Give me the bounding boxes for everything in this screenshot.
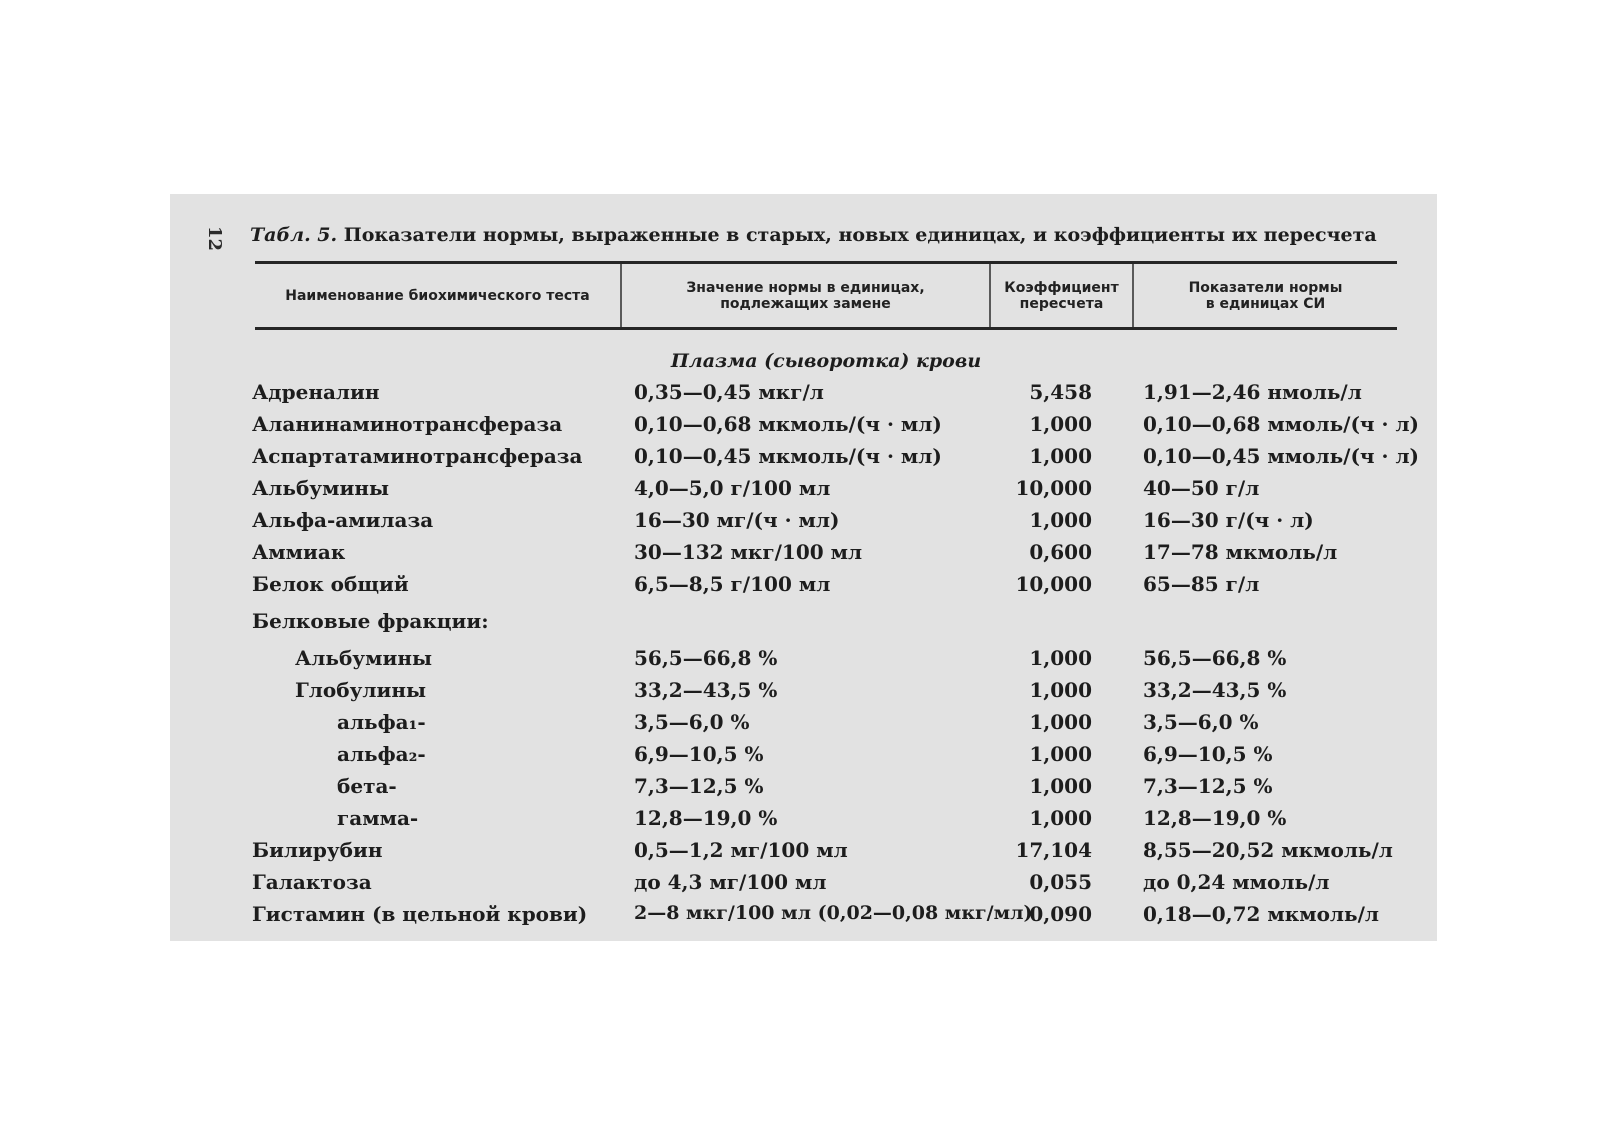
table-caption-text: Показатели нормы, выраженные в старых, новых единицах, и коэффициенты их пересчета bbox=[343, 224, 1377, 246]
old-value: 0,5—1,2 мг/100 мл bbox=[634, 838, 848, 862]
si-value: 6,9—10,5 % bbox=[1143, 742, 1273, 766]
si-value: до 0,24 ммоль/л bbox=[1143, 870, 1330, 894]
old-value: 6,5—8,5 г/100 мл bbox=[634, 572, 831, 596]
table-row bbox=[0, 678, 1600, 708]
test-name: Билирубин bbox=[252, 838, 383, 862]
old-value: 7,3—12,5 % bbox=[634, 774, 764, 798]
table-row bbox=[0, 774, 1600, 804]
si-value: 0,18—0,72 мкмоль/л bbox=[1143, 902, 1379, 926]
old-value: 3,5—6,0 % bbox=[634, 710, 750, 734]
coefficient: 1,000 bbox=[1029, 678, 1092, 702]
section-title: Плазма (сыворотка) крови bbox=[670, 350, 982, 372]
table-row bbox=[0, 870, 1600, 900]
coefficient: 0,090 bbox=[1029, 902, 1092, 926]
header-si-cell bbox=[1134, 264, 1397, 327]
si-value: 7,3—12,5 % bbox=[1143, 774, 1273, 798]
test-name: Аммиак bbox=[252, 540, 346, 564]
header-coef-text: Коэффициент пересчета bbox=[1004, 279, 1119, 312]
header-old-text: Значение нормы в единицах, подлежащих замене bbox=[686, 279, 925, 312]
coefficient: 1,000 bbox=[1029, 508, 1092, 532]
coefficient: 17,104 bbox=[1015, 838, 1092, 862]
table-caption bbox=[250, 224, 1400, 246]
coefficient: 1,000 bbox=[1029, 806, 1092, 830]
coefficient: 1,000 bbox=[1029, 774, 1092, 798]
table-row bbox=[0, 806, 1600, 836]
table-row bbox=[0, 838, 1600, 868]
coefficient: 1,000 bbox=[1029, 412, 1092, 436]
test-name: Адреналин bbox=[252, 380, 380, 404]
coefficient: 5,458 bbox=[1029, 380, 1092, 404]
si-value: 1,91—2,46 нмоль/л bbox=[1143, 380, 1362, 404]
table-row bbox=[0, 508, 1600, 538]
header-bottom-rule bbox=[255, 327, 1397, 330]
si-value: 17—78 мкмоль/л bbox=[1143, 540, 1338, 564]
test-name: Гистамин (в цельной крови) bbox=[252, 902, 588, 926]
test-name: бета- bbox=[337, 774, 397, 798]
test-name: Альфа-амилаза bbox=[252, 508, 434, 532]
test-name: Альбумины bbox=[295, 646, 433, 670]
old-value: 12,8—19,0 % bbox=[634, 806, 778, 830]
page-number: 12 bbox=[204, 225, 226, 252]
table-row bbox=[0, 710, 1600, 740]
si-value: 56,5—66,8 % bbox=[1143, 646, 1287, 670]
header-old-cell bbox=[622, 264, 989, 327]
old-value: 16—30 мг/(ч · мл) bbox=[634, 508, 840, 532]
table-row bbox=[0, 444, 1600, 474]
test-name: Глобулины bbox=[295, 678, 427, 702]
coefficient: 0,600 bbox=[1029, 540, 1092, 564]
coefficient: 1,000 bbox=[1029, 710, 1092, 734]
test-name: Белок общий bbox=[252, 572, 409, 596]
test-name: альфа₂- bbox=[337, 742, 426, 766]
header-name-cell bbox=[255, 264, 620, 327]
table-row bbox=[0, 412, 1600, 442]
si-value: 8,55—20,52 мкмоль/л bbox=[1143, 838, 1393, 862]
si-value: 0,10—0,68 ммоль/(ч · л) bbox=[1143, 412, 1420, 436]
table-row bbox=[0, 646, 1600, 676]
si-value: 12,8—19,0 % bbox=[1143, 806, 1287, 830]
group-title: Белковые фракции: bbox=[252, 609, 489, 633]
test-name: гамма- bbox=[337, 806, 419, 830]
old-value: 30—132 мкг/100 мл bbox=[634, 540, 863, 564]
si-value: 65—85 г/л bbox=[1143, 572, 1260, 596]
test-name: Альбумины bbox=[252, 476, 390, 500]
si-value: 3,5—6,0 % bbox=[1143, 710, 1259, 734]
si-value: 40—50 г/л bbox=[1143, 476, 1260, 500]
coefficient: 0,055 bbox=[1029, 870, 1092, 894]
test-name: альфа₁- bbox=[337, 710, 426, 734]
coefficient: 1,000 bbox=[1029, 444, 1092, 468]
table-row bbox=[0, 380, 1600, 410]
old-value: 56,5—66,8 % bbox=[634, 646, 778, 670]
old-value: 6,9—10,5 % bbox=[634, 742, 764, 766]
header-si-text: Показатели нормы в единицах СИ bbox=[1188, 279, 1343, 312]
old-value: 0,35—0,45 мкг/л bbox=[634, 380, 824, 404]
header-coef-cell bbox=[991, 264, 1132, 327]
table-row bbox=[0, 742, 1600, 772]
si-value: 33,2—43,5 % bbox=[1143, 678, 1287, 702]
test-name: Аланинаминотрансфераза bbox=[252, 412, 563, 436]
coefficient: 10,000 bbox=[1015, 476, 1092, 500]
table-row bbox=[0, 540, 1600, 570]
old-value: до 4,3 мг/100 мл bbox=[634, 870, 827, 894]
coefficient: 10,000 bbox=[1015, 572, 1092, 596]
table-row bbox=[0, 572, 1600, 602]
table-caption-label: Табл. 5. bbox=[250, 224, 338, 246]
old-value: 0,10—0,68 мкмоль/(ч · мл) bbox=[634, 412, 942, 436]
header-name-text: Наименование биохимического теста bbox=[285, 287, 590, 304]
old-value: 2—8 мкг/100 мл (0,02—0,08 мкг/мл) bbox=[634, 902, 1033, 924]
test-name: Галактоза bbox=[252, 870, 372, 894]
old-value: 33,2—43,5 % bbox=[634, 678, 778, 702]
test-name: Аспартатаминотрансфераза bbox=[252, 444, 583, 468]
old-value: 4,0—5,0 г/100 мл bbox=[634, 476, 831, 500]
coefficient: 1,000 bbox=[1029, 742, 1092, 766]
table-row bbox=[0, 476, 1600, 506]
table-row bbox=[0, 902, 1600, 932]
old-value: 0,10—0,45 мкмоль/(ч · мл) bbox=[634, 444, 942, 468]
si-value: 0,10—0,45 ммоль/(ч · л) bbox=[1143, 444, 1420, 468]
si-value: 16—30 г/(ч · л) bbox=[1143, 508, 1314, 532]
coefficient: 1,000 bbox=[1029, 646, 1092, 670]
